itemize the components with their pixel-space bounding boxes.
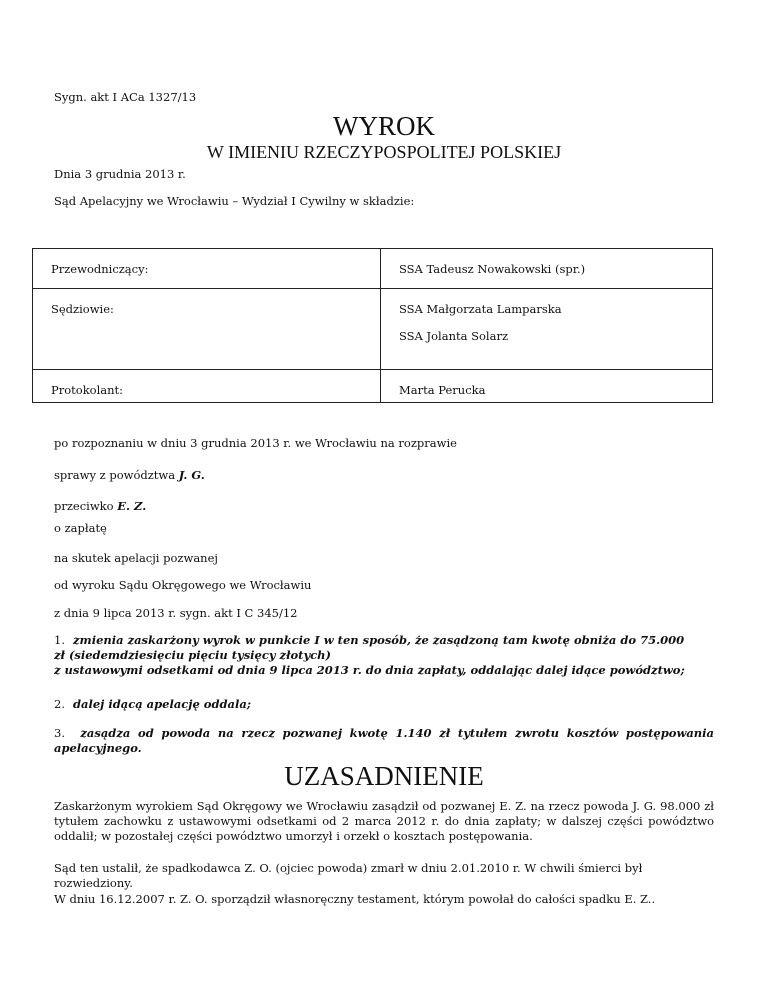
judgment-date: Dnia 3 grudnia 2013 r.: [54, 167, 186, 181]
chair-value: SSA Tadeusz Nowakowski (spr.): [381, 249, 713, 289]
justification-paragraph: W dniu 16.12.2007 r. Z. O. sporządził własnoręczny testament, którym powołał do całości spadku E. Z..: [54, 892, 656, 906]
plaintiff-line: [54, 468, 205, 483]
justification-title: UZASADNIENIE: [284, 761, 484, 791]
ruling-line: 2. dalej idącą apelację oddala;: [54, 697, 252, 711]
case-signature: Sygn. akt I ACa 1327/13: [54, 90, 197, 104]
ruling-number: 3.: [54, 726, 65, 740]
chair-label: Przewodniczący:: [33, 249, 381, 289]
ruling-3: [54, 726, 714, 756]
table-row: [33, 249, 713, 289]
ruling-line: 1. zmienia zaskarżony wyrok w punkcie I w ten sposób, że zasądzoną tam kwotę obniża do 75.000: [54, 633, 685, 647]
court-composition-intro: Sąd Apelacyjny we Wrocławiu – Wydział I Cywilny w składzie:: [54, 194, 415, 208]
ruling-number: 1.: [54, 633, 65, 647]
defendant-name: E. Z.: [117, 499, 147, 513]
ruling-line: z ustawowymi odsetkami od dnia 9 lipca 2013 r. do dnia zapłaty, oddalając dalej idące powództwo;: [54, 663, 685, 677]
clerk-value: Marta Perucka: [381, 370, 713, 403]
justification-paragraph: Zaskarżonym wyrokiem Sąd Okręgowy we Wrocławiu zasądził od pozwanej E. Z. na rzecz powoda J. G. 98.000 zł tytułem zachowku z ustawowymi odsetkami od 2 marca 2012 r. do dnia zapłaty; w dalszej części powództwo oddalił; w pozostałej części powództwo umorzył i orzekł o kosztach postępowania.: [54, 799, 714, 843]
judge-name: SSA Jolanta Solarz: [399, 329, 509, 343]
table-row: [33, 289, 713, 370]
defendant-prefix: przeciwko: [54, 499, 118, 513]
subject-line: o zapłatę: [54, 521, 107, 535]
judge-name: SSA Małgorzata Lamparska: [399, 302, 562, 316]
judgment-title: WYROK: [333, 111, 435, 141]
defendant-line: [54, 499, 146, 514]
court-panel-table: [32, 248, 713, 403]
judgment-subtitle: W IMIENIU RZECZYPOSPOLITEJ POLSKIEJ: [206, 142, 562, 162]
ruling-line: 3. zasądza od powoda na rzecz pozwanej kwotę 1.140 zł tytułem zwrotu kosztów postępowania: [54, 726, 714, 740]
plaintiff-prefix: sprawy z powództwa: [54, 468, 179, 482]
hearing-line: po rozpoznaniu w dniu 3 grudnia 2013 r. we Wrocławiu na rozprawie: [54, 436, 457, 450]
plaintiff-name: J. G.: [178, 468, 205, 482]
ruling-line: zł (siedemdziesięciu pięciu tysięcy złotych): [54, 648, 331, 662]
table-row: [33, 370, 713, 403]
judges-label: Sędziowie:: [33, 289, 381, 370]
ruling-1: [54, 633, 714, 678]
judgment-date-line: z dnia 9 lipca 2013 r. sygn. akt I C 345/12: [54, 606, 298, 620]
ruling-line: apelacyjnego.: [54, 741, 142, 755]
clerk-label: Protokolant:: [33, 370, 381, 403]
judgment-from-line: od wyroku Sądu Okręgowego we Wrocławiu: [54, 578, 312, 592]
ruling-2: [54, 697, 714, 712]
appeal-line: na skutek apelacji pozwanej: [54, 551, 218, 565]
judges-list: [381, 289, 713, 370]
ruling-number: 2.: [54, 697, 65, 711]
justification-paragraph: Sąd ten ustalił, że spadkodawca Z. O. (ojciec powoda) zmarł w dniu 2.01.2010 r. W chwili śmierci był rozwiedziony.: [54, 861, 643, 890]
